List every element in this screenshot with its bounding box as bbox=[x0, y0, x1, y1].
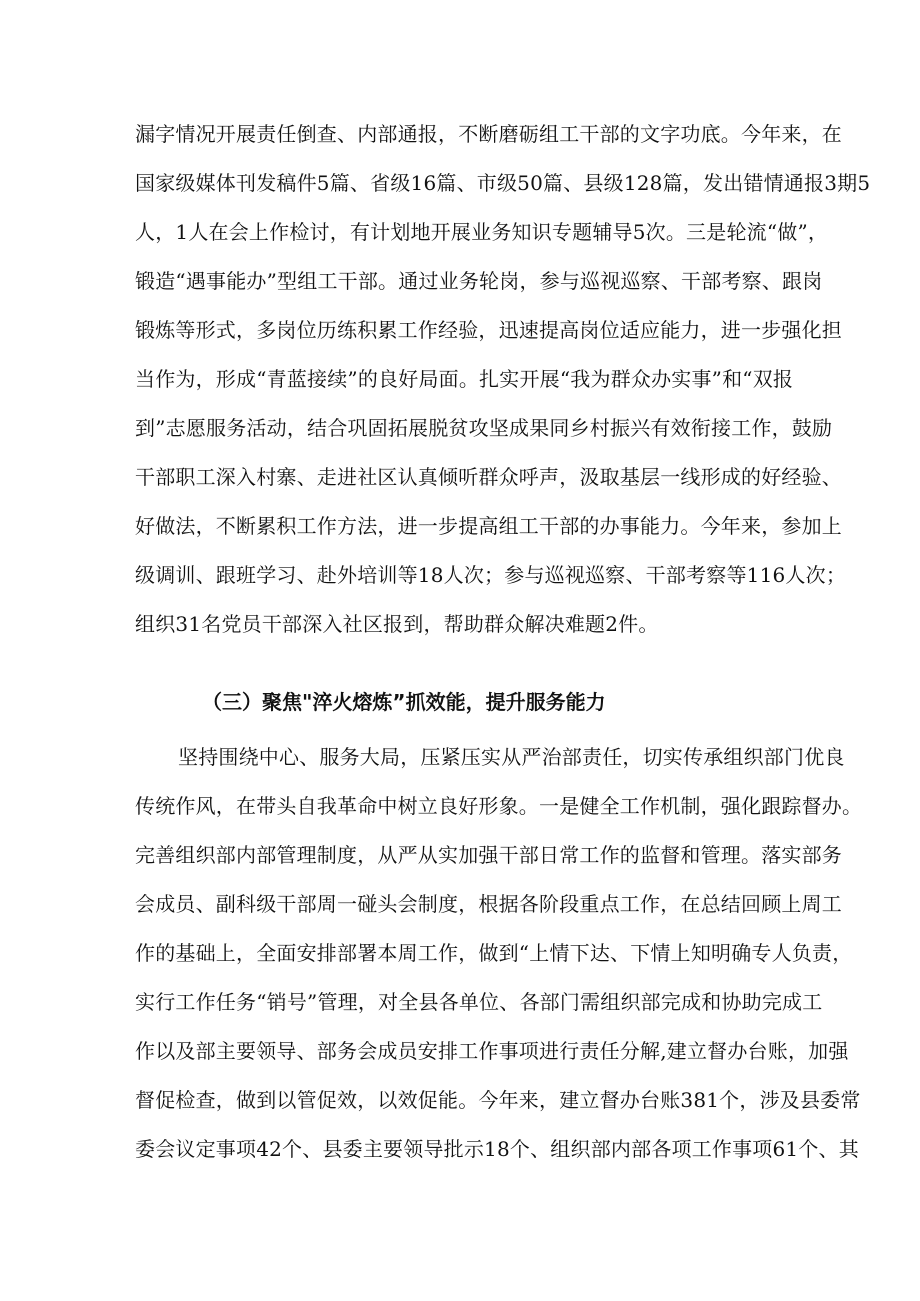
paragraph-line: 国家级媒体刊发稿件5篇、省级16篇、市级50篇、县级128篇，发出错情通报3期5 bbox=[135, 171, 871, 195]
paragraph-line: 人，1人在会上作检讨，有计划地开展业务知识专题辅导5次。三是轮流“做”， bbox=[135, 220, 829, 244]
paragraph-line: 完善组织部内部管理制度，从严从实加强干部日常工作的监督和管理。落实部务 bbox=[135, 843, 842, 867]
paragraph-line: 锻炼等形式，多岗位历练积累工作经验，迅速提高岗位适应能力，进一步强化担 bbox=[135, 318, 842, 342]
paragraph-line: 好做法，不断累积工作方法，进一步提高组工干部的办事能力。今年来，参加上 bbox=[135, 514, 842, 538]
paragraph-line: 漏字情况开展责任倒查、内部通报，不断磨砺组工干部的文字功底。今年来，在 bbox=[135, 122, 842, 146]
section-heading: （三）聚焦"淬火熔炼”抓效能，提升服务能力 bbox=[202, 690, 606, 714]
paragraph-line: 组织31名党员干部深入社区报到，帮助群众解决难题2件。 bbox=[135, 612, 659, 636]
paragraph-line: 到”志愿服务活动，结合巩固拓展脱贫攻坚成果同乡村振兴有效衔接工作，鼓励 bbox=[135, 416, 833, 440]
paragraph-line: 坚持围绕中心、服务大局，压紧压实从严治部责任，切实传承组织部门优良 bbox=[178, 745, 845, 769]
paragraph-line: 作的基础上，全面安排部署本周工作，做到“上情下达、下情上知明确专人负责， bbox=[135, 941, 853, 965]
paragraph-line: 作以及部主要领导、部务会成员安排工作事项进行责任分解,建立督办台账，加强 bbox=[135, 1039, 849, 1063]
paragraph-line: 传统作风，在带头自我革命中树立良好形象。一是健全工作机制，强化跟踪督办。 bbox=[135, 794, 863, 818]
paragraph-line: 干部职工深入村寨、走进社区认真倾听群众呼声，汲取基层一线形成的好经验、 bbox=[135, 465, 842, 489]
paragraph-line: 当作为，形成“青蓝接续”的良好局面。扎实开展“我为群众办实事”和“双报 bbox=[135, 367, 794, 391]
paragraph-line: 督促检查，做到以管促效，以效促能。今年来，建立督办台账381个，涉及县委常 bbox=[135, 1088, 861, 1112]
paragraph-line: 级调训、跟班学习、赴外培训等18人次；参与巡视巡察、干部考察等116人次； bbox=[135, 563, 847, 587]
paragraph-line: 锻造“遇事能办”型组工干部。通过业务轮岗，参与巡视巡察、干部考察、跟岗 bbox=[135, 269, 823, 293]
paragraph-line: 委会议定事项42个、县委主要领导批示18个、组织部内部各项工作事项61个、其 bbox=[135, 1137, 859, 1161]
paragraph-line: 会成员、副科级干部周一碰头会制度，根据各阶段重点工作，在总结回顾上周工 bbox=[135, 892, 842, 916]
paragraph-line: 实行工作任务“销号”管理，对全县各单位、各部门需组织部完成和协助完成工 bbox=[135, 990, 823, 1014]
